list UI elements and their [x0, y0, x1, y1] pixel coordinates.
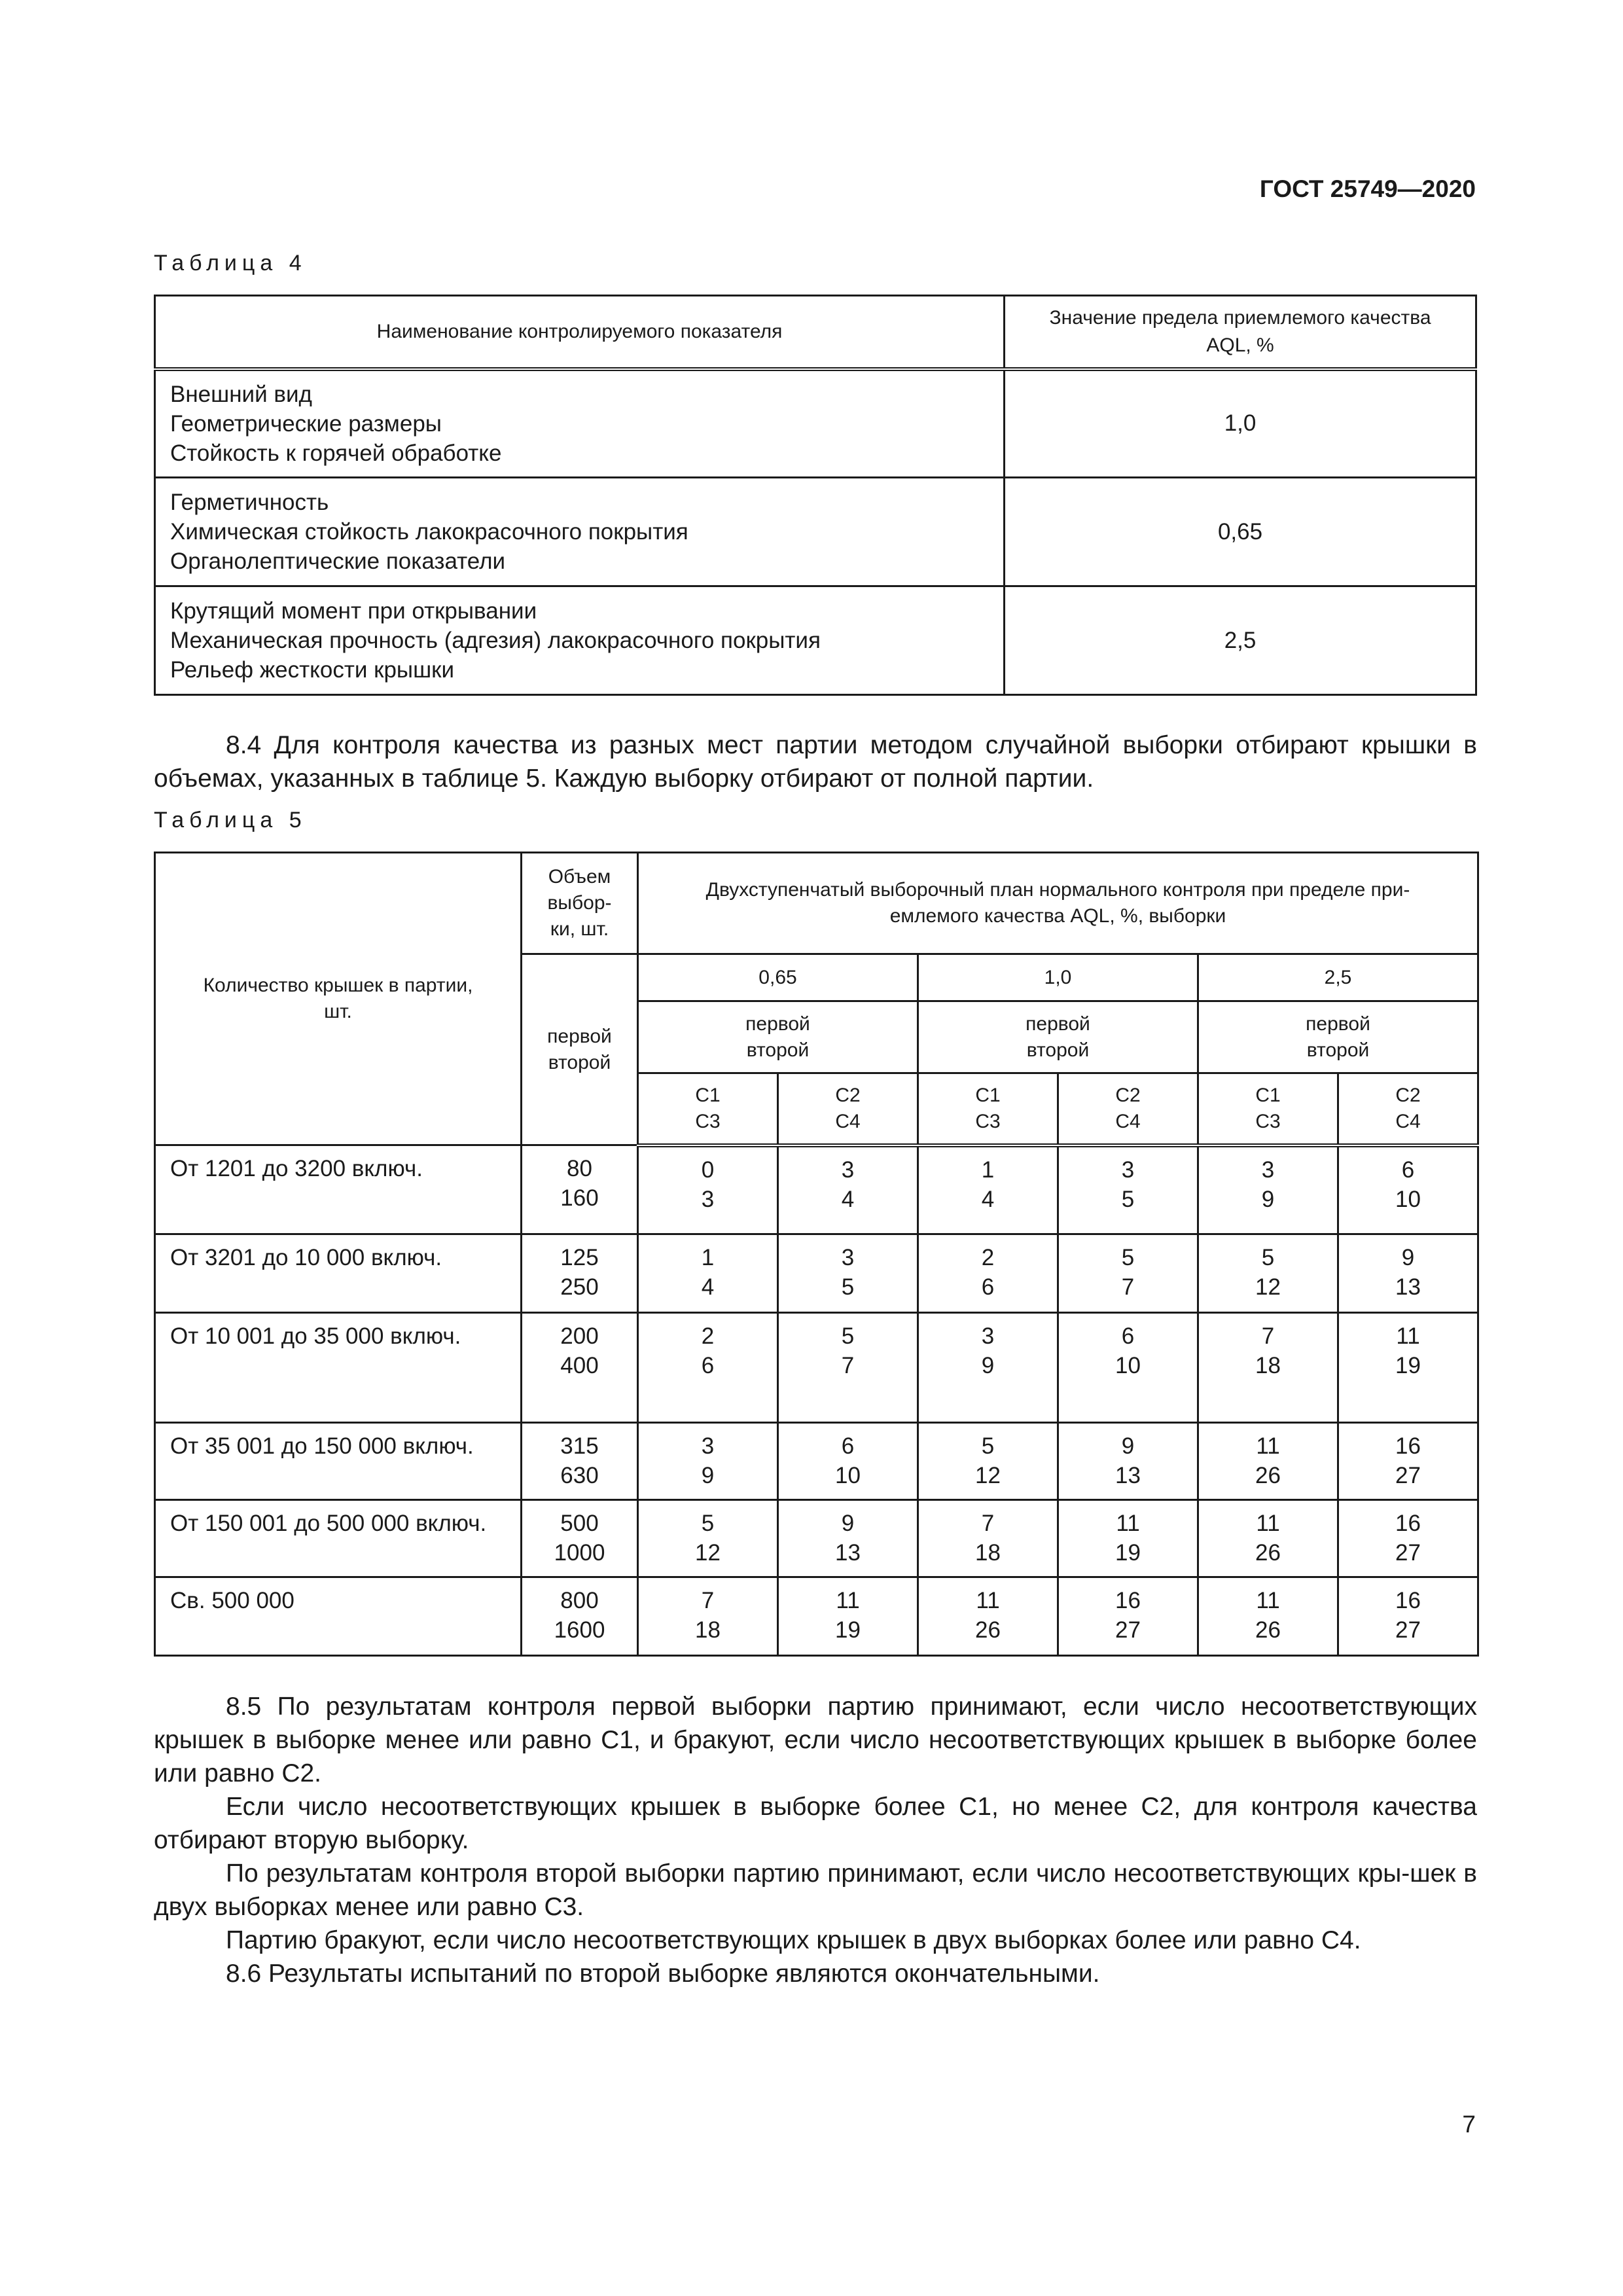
- indicator-name: Стойкость к горячей обработке: [170, 440, 502, 466]
- acceptance-number: 5: [981, 1433, 995, 1459]
- acceptance-number: 12: [1255, 1274, 1281, 1300]
- acceptance-number: 19: [1395, 1353, 1421, 1378]
- batch-size-label: Св. 500 000: [155, 1577, 522, 1656]
- header-line: второй: [746, 1039, 810, 1061]
- c2-c4-header: [778, 1073, 918, 1145]
- table4-row: [155, 478, 1476, 586]
- sample-volume-value: 1600: [554, 1617, 605, 1643]
- sample-order-header: [1198, 1001, 1478, 1073]
- table4-names-cell: [155, 369, 1005, 478]
- acceptance-number: 4: [701, 1274, 715, 1300]
- sample-volume-value: 630: [560, 1463, 599, 1488]
- acceptance-number: 18: [695, 1617, 721, 1643]
- table-row: [155, 1577, 1478, 1656]
- acceptance-number-cell: [1198, 1145, 1338, 1234]
- acceptance-number-cell: [638, 1145, 778, 1234]
- table-row: [155, 1145, 1478, 1234]
- acceptance-number: 6: [701, 1353, 715, 1378]
- acceptance-number-cell: [638, 1234, 778, 1313]
- acceptance-number: 6: [981, 1274, 995, 1300]
- acceptance-number: 5: [1121, 1245, 1135, 1270]
- acceptance-number-cell: [778, 1500, 918, 1577]
- acceptance-number: 11: [1256, 1433, 1280, 1459]
- acceptance-number-cell: [918, 1234, 1058, 1313]
- acceptance-number: 3: [841, 1157, 855, 1183]
- aql-level-header: 0,65: [638, 954, 918, 1001]
- paragraph-text: Если число несоответствующих крышек в выборке более С1, но менее С2, для контроля качества отбирают вторую выборку.: [154, 1793, 1477, 1854]
- acceptance-number: 2: [981, 1245, 995, 1270]
- header-line: С3: [695, 1110, 721, 1132]
- indicator-name: Органолептические показатели: [170, 548, 506, 574]
- acceptance-number-cell: [638, 1500, 778, 1577]
- aql-level-header: 1,0: [918, 954, 1198, 1001]
- header-line: второй: [1306, 1039, 1370, 1061]
- batch-size-label: От 3201 до 10 000 включ.: [155, 1234, 522, 1313]
- acceptance-number: 11: [976, 1588, 1000, 1613]
- acceptance-number: 9: [1261, 1186, 1275, 1212]
- acceptance-number-cell: [1058, 1500, 1198, 1577]
- acceptance-number: 0: [701, 1157, 715, 1183]
- acceptance-number: 11: [1116, 1511, 1140, 1536]
- acceptance-number: 11: [1396, 1323, 1420, 1349]
- acceptance-number-cell: [1058, 1234, 1198, 1313]
- sample-volume-value: 400: [560, 1353, 599, 1378]
- acceptance-number: 5: [841, 1274, 855, 1300]
- table5-header-row-1: [155, 853, 1478, 954]
- acceptance-number: 9: [841, 1511, 855, 1536]
- acceptance-number: 1: [701, 1245, 715, 1270]
- acceptance-number-cell: [778, 1577, 918, 1656]
- acceptance-number: 19: [1115, 1540, 1141, 1566]
- acceptance-number-cell: [1198, 1577, 1338, 1656]
- acceptance-number-cell: [778, 1313, 918, 1423]
- document-standard-number: ГОСТ 25749—2020: [1259, 175, 1476, 202]
- acceptance-number: 19: [835, 1617, 861, 1643]
- acceptance-number: 7: [1261, 1323, 1275, 1349]
- indicator-name: Механическая прочность (адгезия) лакокрасочного покрытия: [170, 628, 821, 653]
- acceptance-number: 6: [841, 1433, 855, 1459]
- header-line: ки, шт.: [550, 918, 609, 940]
- acceptance-number-cell: [918, 1423, 1058, 1500]
- acceptance-number: 4: [841, 1186, 855, 1212]
- acceptance-number-cell: [1338, 1423, 1478, 1500]
- table5-body: [155, 1145, 1478, 1656]
- sample-volume-value: 1000: [554, 1540, 605, 1566]
- header-line: С1: [695, 1084, 721, 1106]
- header-line: С4: [1395, 1110, 1421, 1132]
- indicator-name: Крутящий момент при открывании: [170, 598, 537, 624]
- acceptance-number: 13: [1115, 1463, 1141, 1488]
- acceptance-number: 3: [1121, 1157, 1135, 1183]
- c1-c3-header: [638, 1073, 778, 1145]
- acceptance-number: 12: [695, 1540, 721, 1566]
- acceptance-number: 27: [1395, 1540, 1421, 1566]
- aql-value: 2,5: [1005, 586, 1476, 695]
- acceptance-number: 13: [835, 1540, 861, 1566]
- acceptance-number-cell: [778, 1145, 918, 1234]
- acceptance-number: 27: [1395, 1617, 1421, 1643]
- acceptance-number-cell: [1198, 1313, 1338, 1423]
- acceptance-number-cell: [638, 1577, 778, 1656]
- acceptance-number: 18: [1255, 1353, 1281, 1378]
- table4-caption: Таблица 4: [154, 251, 307, 276]
- acceptance-number: 5: [1261, 1245, 1275, 1270]
- indicator-name: Рельеф жесткости крышки: [170, 657, 455, 683]
- indicator-name: Внешний вид: [170, 381, 312, 407]
- sample-volume-value: 125: [560, 1245, 599, 1270]
- page-number: 7: [1462, 2111, 1476, 2138]
- acceptance-number: 16: [1395, 1511, 1421, 1536]
- sample-volume-cell: [522, 1577, 638, 1656]
- header-line: Объем: [548, 866, 611, 888]
- header-line: емлемого качества AQL, %, выборки: [889, 905, 1226, 927]
- acceptance-number: 6: [1401, 1157, 1415, 1183]
- table5-plan-header: [638, 853, 1478, 954]
- acceptance-number: 6: [1121, 1323, 1135, 1349]
- acceptance-number: 10: [835, 1463, 861, 1488]
- acceptance-number: 3: [1261, 1157, 1275, 1183]
- table4-col2-header: [1005, 296, 1476, 369]
- c1-c3-header: [1198, 1073, 1338, 1145]
- sample-volume-cell: [522, 1234, 638, 1313]
- table5: [154, 852, 1479, 1657]
- acceptance-number: 3: [701, 1433, 715, 1459]
- paragraph-text: Партию бракуют, если число несоответствующих крышек в двух выборках более или равно С4.: [226, 1926, 1361, 1954]
- paragraphs-8-5-8-6: [154, 1690, 1477, 1990]
- acceptance-number-cell: [778, 1423, 918, 1500]
- acceptance-number: 26: [1255, 1463, 1281, 1488]
- table4-col2-header-line1: Значение предела приемлемого качества: [1049, 306, 1431, 329]
- header-line: С2: [835, 1084, 861, 1106]
- header-line: С4: [835, 1110, 861, 1132]
- batch-size-label: От 1201 до 3200 включ.: [155, 1145, 522, 1234]
- acceptance-number: 16: [1395, 1433, 1421, 1459]
- acceptance-number-cell: [918, 1500, 1058, 1577]
- batch-size-label: От 150 001 до 500 000 включ.: [155, 1500, 522, 1577]
- header-line: первой: [1306, 1013, 1370, 1035]
- header-line: первой: [1026, 1013, 1090, 1035]
- acceptance-number-cell: [1338, 1313, 1478, 1423]
- acceptance-number: 2: [701, 1323, 715, 1349]
- acceptance-number: 9: [981, 1353, 995, 1378]
- aql-value: 0,65: [1005, 478, 1476, 586]
- acceptance-number: 13: [1395, 1274, 1421, 1300]
- header-line: С2: [1115, 1084, 1141, 1106]
- table-row: [155, 1500, 1478, 1577]
- acceptance-number-cell: [1058, 1145, 1198, 1234]
- paragraph-text: По результатам контроля второй выборки партию принимают, если число несоответствующих кры-шек в двух выборках менее или равно С3.: [154, 1859, 1477, 1921]
- indicator-name: Геометрические размеры: [170, 410, 442, 437]
- acceptance-number: 5: [1121, 1186, 1135, 1212]
- header-line: второй: [1026, 1039, 1090, 1061]
- indicator-name: Химическая стойкость лакокрасочного покрытия: [170, 519, 688, 545]
- table5-caption: Таблица 5: [154, 808, 307, 833]
- sample-volume-value: 315: [560, 1433, 599, 1459]
- acceptance-number: 26: [1255, 1617, 1281, 1643]
- header-line: С1: [975, 1084, 1001, 1106]
- acceptance-number: 10: [1395, 1186, 1421, 1212]
- acceptance-number: 16: [1395, 1588, 1421, 1613]
- acceptance-number: 3: [701, 1186, 715, 1212]
- acceptance-number: 9: [701, 1463, 715, 1488]
- acceptance-number-cell: [638, 1313, 778, 1423]
- sample-volume-value: 80: [567, 1156, 592, 1181]
- c1-c3-header: [918, 1073, 1058, 1145]
- acceptance-number-cell: [918, 1577, 1058, 1656]
- sample-volume-cell: [522, 1500, 638, 1577]
- table4-row: [155, 586, 1476, 695]
- indicator-name: Герметичность: [170, 490, 329, 515]
- acceptance-number: 16: [1115, 1588, 1141, 1613]
- header-line: С1: [1255, 1084, 1281, 1106]
- acceptance-number: 11: [1256, 1511, 1280, 1536]
- sample-order-header: [918, 1001, 1198, 1073]
- sample-volume-cell: [522, 1145, 638, 1234]
- acceptance-number-cell: [918, 1313, 1058, 1423]
- acceptance-number-cell: [1338, 1500, 1478, 1577]
- acceptance-number-cell: [918, 1145, 1058, 1234]
- table5-volume-subheader: [522, 954, 638, 1145]
- acceptance-number-cell: [1058, 1423, 1198, 1500]
- paragraph-text: 8.5 По результатам контроля первой выборки партию принимают, если число несоответствующих крышек в выборке менее или равно С1, и бракуют, если число несоответствующих крышек в выборке более или равно С2.: [154, 1693, 1477, 1787]
- sample-volume-value: 500: [560, 1511, 599, 1536]
- c2-c4-header: [1058, 1073, 1198, 1145]
- batch-size-label: От 35 001 до 150 000 включ.: [155, 1423, 522, 1500]
- acceptance-number: 7: [841, 1353, 855, 1378]
- header-line: Двухступенчатый выборочный план нормального контроля при пределе при-: [705, 879, 1410, 901]
- acceptance-number-cell: [638, 1423, 778, 1500]
- sample-volume-cell: [522, 1313, 638, 1423]
- acceptance-number: 4: [981, 1186, 995, 1212]
- header-line: шт.: [324, 1001, 352, 1022]
- table4-col1-header: Наименование контролируемого показателя: [155, 296, 1005, 369]
- header-line: С2: [1395, 1084, 1421, 1106]
- acceptance-number: 11: [1256, 1588, 1280, 1613]
- table4: [154, 295, 1477, 696]
- acceptance-number-cell: [1338, 1145, 1478, 1234]
- c2-c4-header: [1338, 1073, 1478, 1145]
- aql-value: 1,0: [1005, 369, 1476, 478]
- acceptance-number-cell: [1198, 1500, 1338, 1577]
- table4-names-cell: [155, 478, 1005, 586]
- header-line: первой: [547, 1025, 612, 1047]
- header-line: С3: [975, 1110, 1001, 1132]
- header-line: С3: [1255, 1110, 1281, 1132]
- table-row: [155, 1423, 1478, 1500]
- paragraph-8-4: [154, 728, 1477, 795]
- acceptance-number: 1: [981, 1157, 995, 1183]
- header-line: первой: [745, 1013, 810, 1035]
- header-line: выбор-: [547, 892, 612, 914]
- acceptance-number: 7: [701, 1588, 715, 1613]
- acceptance-number: 26: [1255, 1540, 1281, 1566]
- sample-order-header: [638, 1001, 918, 1073]
- acceptance-number: 26: [975, 1617, 1001, 1643]
- acceptance-number: 7: [1121, 1274, 1135, 1300]
- acceptance-number: 27: [1115, 1617, 1141, 1643]
- acceptance-number-cell: [1338, 1577, 1478, 1656]
- acceptance-number: 10: [1115, 1353, 1141, 1378]
- acceptance-number: 9: [1121, 1433, 1135, 1459]
- acceptance-number-cell: [778, 1234, 918, 1313]
- paragraph-text: 8.6 Результаты испытаний по второй выборке являются окончательными.: [226, 1960, 1100, 1988]
- acceptance-number: 11: [836, 1588, 860, 1613]
- sample-volume-cell: [522, 1423, 638, 1500]
- acceptance-number: 9: [1401, 1245, 1415, 1270]
- acceptance-number-cell: [1058, 1313, 1198, 1423]
- sample-volume-value: 800: [560, 1588, 599, 1613]
- acceptance-number: 3: [981, 1323, 995, 1349]
- acceptance-number: 7: [981, 1511, 995, 1536]
- header-line: С4: [1115, 1110, 1141, 1132]
- acceptance-number: 5: [841, 1323, 855, 1349]
- paragraph-text: 8.4 Для контроля качества из разных мест партии методом случайной выборки отбирают крышки в объемах, указанных в таблице 5. Каждую выборку отбирают от полной партии.: [154, 731, 1477, 793]
- table4-header-row: [155, 296, 1476, 369]
- sample-volume-value: 250: [560, 1274, 599, 1300]
- aql-level-header: 2,5: [1198, 954, 1478, 1001]
- acceptance-number: 3: [841, 1245, 855, 1270]
- acceptance-number: 12: [975, 1463, 1001, 1488]
- header-line: второй: [548, 1051, 611, 1073]
- acceptance-number-cell: [1198, 1234, 1338, 1313]
- table-row: [155, 1313, 1478, 1423]
- acceptance-number-cell: [1338, 1234, 1478, 1313]
- table4-names-cell: [155, 586, 1005, 695]
- table5-volume-header: [522, 853, 638, 954]
- acceptance-number-cell: [1058, 1577, 1198, 1656]
- table4-row: [155, 369, 1476, 478]
- sample-volume-value: 200: [560, 1323, 599, 1349]
- acceptance-number: 27: [1395, 1463, 1421, 1488]
- table5-qty-header: [155, 853, 522, 1145]
- sample-volume-value: 160: [560, 1185, 599, 1211]
- acceptance-number: 5: [701, 1511, 715, 1536]
- acceptance-number-cell: [1198, 1423, 1338, 1500]
- table-row: [155, 1234, 1478, 1313]
- table4-col2-header-line2: AQL, %: [1206, 334, 1274, 356]
- batch-size-label: От 10 001 до 35 000 включ.: [155, 1313, 522, 1423]
- header-line: Количество крышек в партии,: [203, 975, 473, 996]
- acceptance-number: 18: [975, 1540, 1001, 1566]
